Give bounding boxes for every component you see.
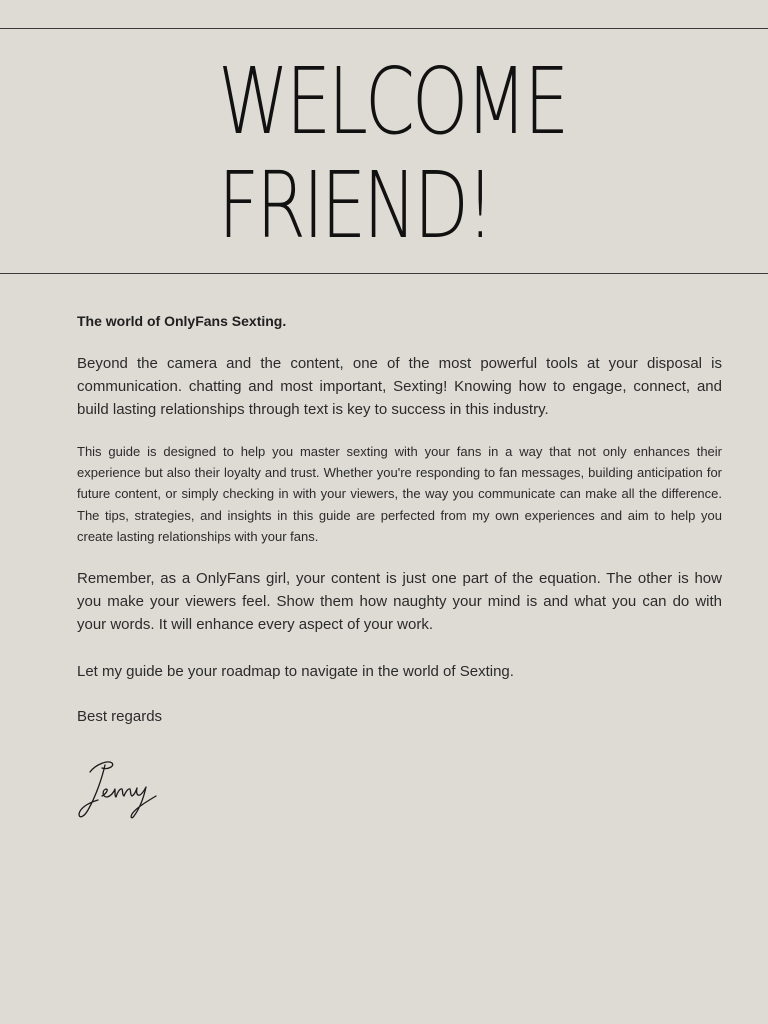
letter-body [77,311,722,728]
paragraph-intro: Beyond the camera and the content, one of the most powerful tools at your disposal is communication. chatting and most important, Sexting! Knowing how to engage, connect, and build lasting relationships through text is key to success in this industry. [77,355,722,418]
paragraph-remember: Remember, as a OnlyFans girl, your content is just one part of the equation. The other is how you make your viewers feel. Show them how naughty your mind is and what you can do with your words. It will enhance every aspect of your work. [77,570,722,634]
page-title-line-1: WELCOME [218,48,567,155]
top-divider [0,28,768,29]
paragraph-roadmap: Let my guide be your roadmap to navigate in the world of Sexting. [77,663,514,681]
closing-text: Best regards [77,708,163,726]
paragraph-guide: This guide is designed to help you master sexting with your fans in a way that not only enhances their experience but also their loyalty and trust. Whether you're responding to fan messages, building anticipation for future content, or simply checking in with your viewers, the way you communicate can make all the difference. The tips, strategies, and insights in this guide are perfected from my own experiences and aim to help you create lasting relationships with your fans. [77,444,722,544]
letter-heading: The world of OnlyFans Sexting. [77,313,287,329]
page-title-line-2: FRIEND! [218,152,492,259]
bottom-divider [0,273,768,274]
signature-jenny [74,756,174,824]
